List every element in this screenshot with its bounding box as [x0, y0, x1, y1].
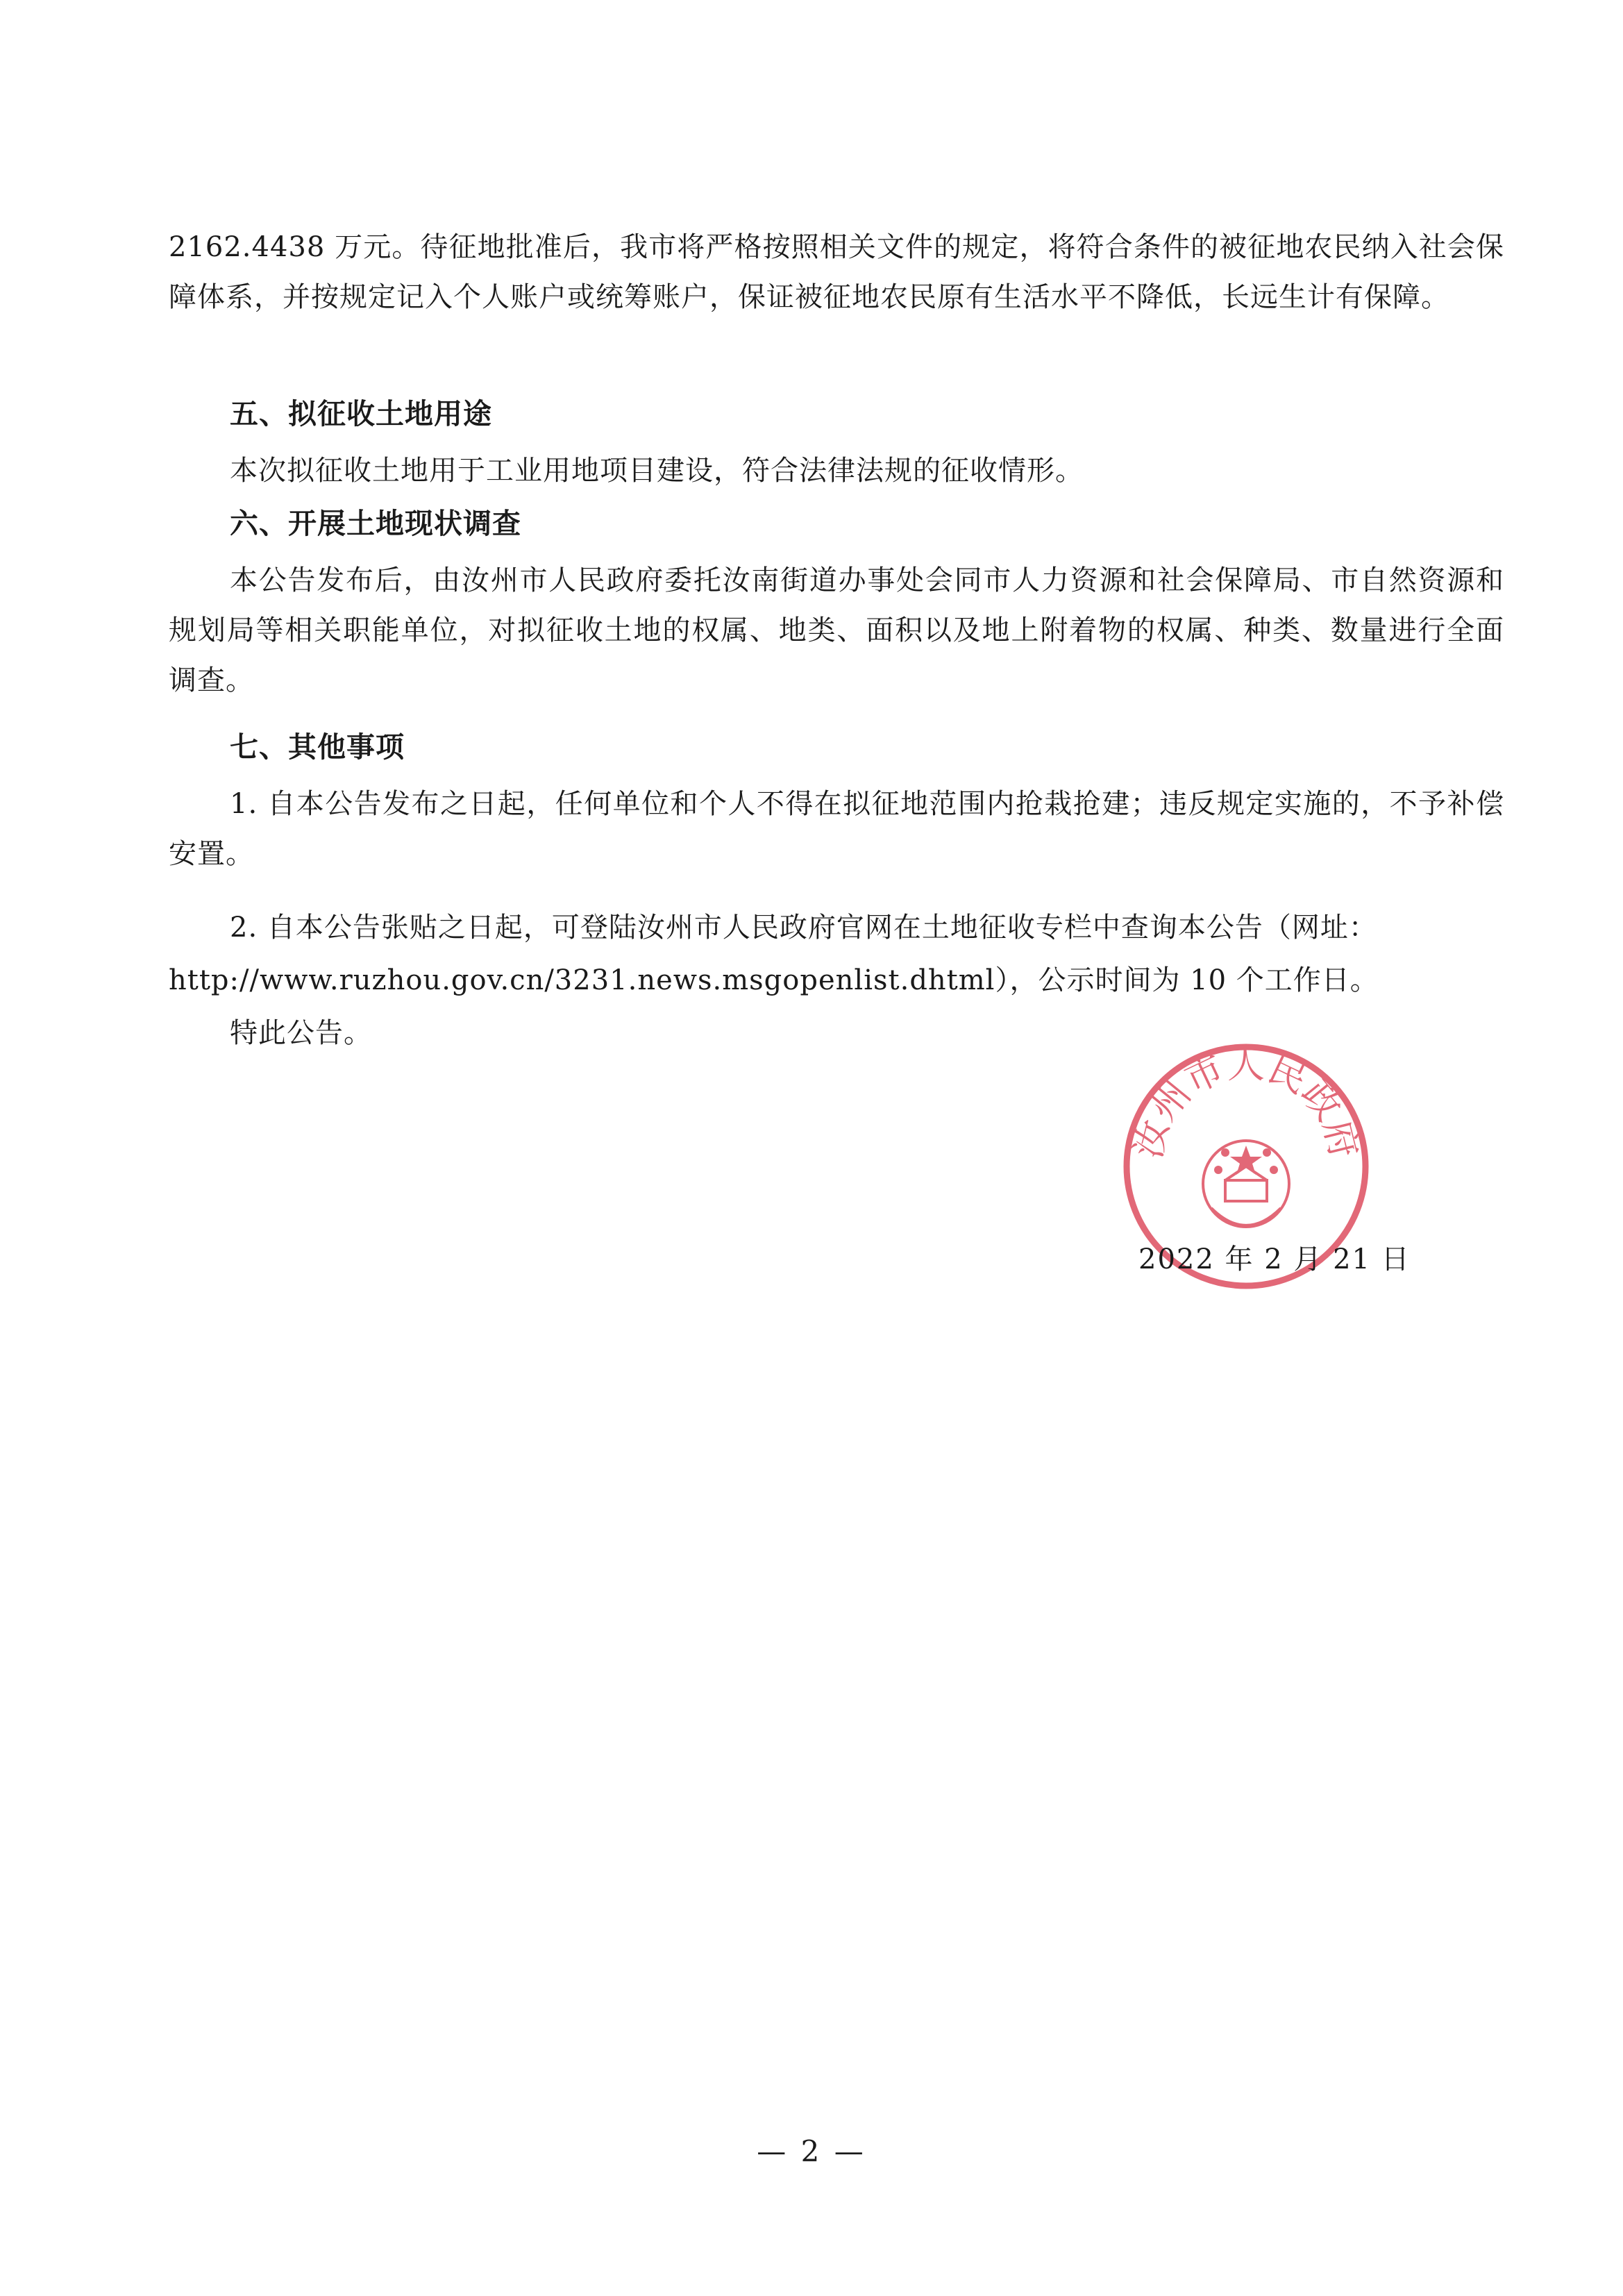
- section-5-body: 本次拟征收土地用于工业用地项目建设，符合法律法规的征收情形。: [230, 455, 1084, 487]
- seal-lettering: 汝州市人民政府: [1125, 1043, 1367, 1163]
- paragraph-continuation: 2162.4438 万元。待征地批准后，我市将严格按照相关文件的规定，将符合条件的被征地农民纳入社会保障体系，并按规定记入个人账户或统筹账户，保证被征地农民原有生活水平不降低，长远生计有保障。: [169, 231, 1504, 313]
- closing-line: 特此公告。: [230, 1017, 372, 1049]
- section-6-body: 本公告发布后，由汝州市人民政府委托汝南街道办事处会同市人力资源和社会保障局、市自然资源和规划局等相关职能单位，对拟征收土地的权属、地类、面积以及地上附着物的权属、种类、数量进行全面调查。: [169, 564, 1504, 696]
- section-7-item-1: 1. 自本公告发布之日起，任何单位和个人不得在拟征地范围内抢栽抢建；违反规定实施的，不予补偿安置。: [169, 788, 1504, 870]
- issue-date: 2022 年 2 月 21 日: [1138, 1243, 1411, 1275]
- page-number: — 2 —: [757, 2134, 866, 2168]
- section-6-heading: 六、开展土地现状调查: [230, 507, 521, 540]
- section-7-item-2-line-2: http://www.ruzhou.gov.cn/3231.news.msgopenlist.dhtml），公示时间为 10 个工作日。: [169, 964, 1379, 996]
- section-7-heading: 七、其他事项: [230, 730, 405, 764]
- section-5-heading: 五、拟征收土地用途: [230, 397, 492, 430]
- section-7-item-2-line-1: 2. 自本公告张贴之日起，可登陆汝州市人民政府官网在土地征收专栏中查询本公告（网址：: [230, 912, 1377, 944]
